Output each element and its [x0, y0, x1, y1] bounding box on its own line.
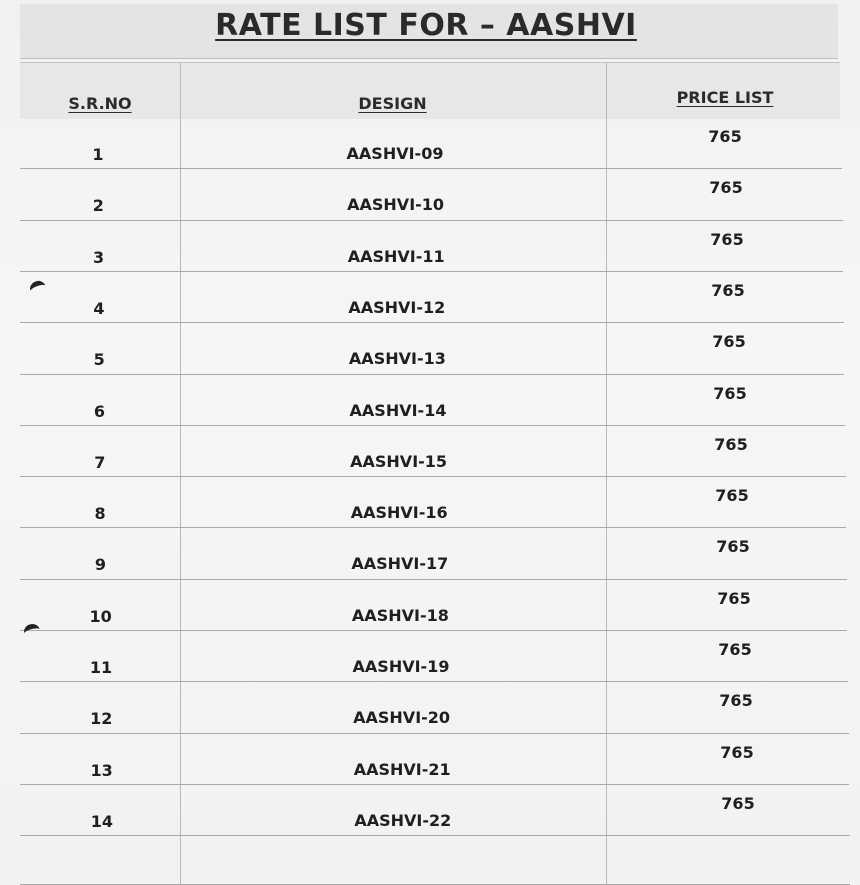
cell-price: 765: [708, 127, 742, 146]
cell-design: AASHVI-22: [354, 811, 452, 830]
cell-price: 765: [717, 589, 751, 608]
cell-design: AASHVI-14: [349, 401, 447, 420]
cell-price: 765: [715, 486, 749, 505]
cell-price: 765: [720, 743, 754, 762]
cell-sr-no: 1: [92, 145, 104, 164]
ink-mark: [22, 622, 41, 641]
cell-design: AASHVI-19: [352, 657, 450, 676]
cell-price: 765: [719, 691, 753, 710]
cell-sr-no: 8: [94, 504, 106, 523]
cell-design: AASHVI-10: [347, 195, 445, 214]
cell-design: AASHVI-15: [350, 452, 448, 471]
row-divider: [20, 733, 849, 734]
ink-mark: [28, 279, 48, 299]
cell-sr-no: 4: [93, 299, 105, 318]
cell-sr-no: 11: [89, 658, 113, 677]
row-divider: [20, 425, 845, 426]
row-divider: [20, 220, 843, 221]
cell-price: 765: [721, 794, 755, 813]
cell-sr-no: 13: [90, 761, 113, 780]
header-sr-no: S.R.NO: [68, 94, 132, 113]
cell-design: AASHVI-17: [351, 554, 449, 573]
cell-sr-no: 2: [92, 196, 104, 215]
row-divider: [20, 527, 846, 528]
cell-price: 765: [709, 178, 743, 197]
cell-sr-no: 10: [89, 607, 112, 626]
cell-price: 765: [716, 537, 750, 556]
cell-design: AASHVI-11: [347, 247, 445, 266]
cell-sr-no: 9: [94, 555, 106, 574]
cell-price: 765: [713, 384, 747, 403]
header-design: DESIGN: [358, 94, 427, 113]
cell-design: AASHVI-16: [350, 503, 448, 522]
row-divider: [20, 784, 849, 785]
cell-sr-no: 6: [93, 402, 106, 421]
header-price-list: PRICE LIST: [676, 88, 774, 107]
cell-design: AASHVI-21: [353, 760, 451, 779]
row-divider: [20, 476, 846, 477]
cell-sr-no: 5: [93, 350, 105, 369]
row-divider: [20, 168, 842, 169]
cell-sr-no: 14: [90, 812, 114, 831]
cell-sr-no: 12: [90, 709, 113, 728]
cell-price: 765: [718, 640, 752, 659]
cell-price: 765: [710, 230, 744, 249]
row-divider: [20, 835, 850, 836]
row-divider: [20, 322, 844, 323]
cell-price: 765: [711, 281, 745, 300]
cell-design: AASHVI-09: [346, 144, 444, 163]
cell-design: AASHVI-18: [351, 606, 449, 625]
row-divider: [20, 681, 848, 682]
column-divider-design: [180, 62, 181, 884]
cell-design: AASHVI-20: [353, 708, 451, 727]
page-title: RATE LIST FOR – AASHVI: [215, 8, 637, 43]
row-divider: [20, 630, 847, 631]
column-divider-price: [606, 62, 607, 884]
row-divider: [20, 374, 844, 375]
cell-design: AASHVI-12: [348, 298, 446, 317]
row-divider: [20, 271, 843, 272]
row-divider: [20, 579, 847, 580]
cell-sr-no: 7: [94, 453, 106, 472]
cell-price: 765: [714, 435, 748, 454]
cell-sr-no: 3: [93, 248, 105, 267]
cell-design: AASHVI-13: [348, 349, 446, 368]
cell-price: 765: [712, 332, 746, 351]
